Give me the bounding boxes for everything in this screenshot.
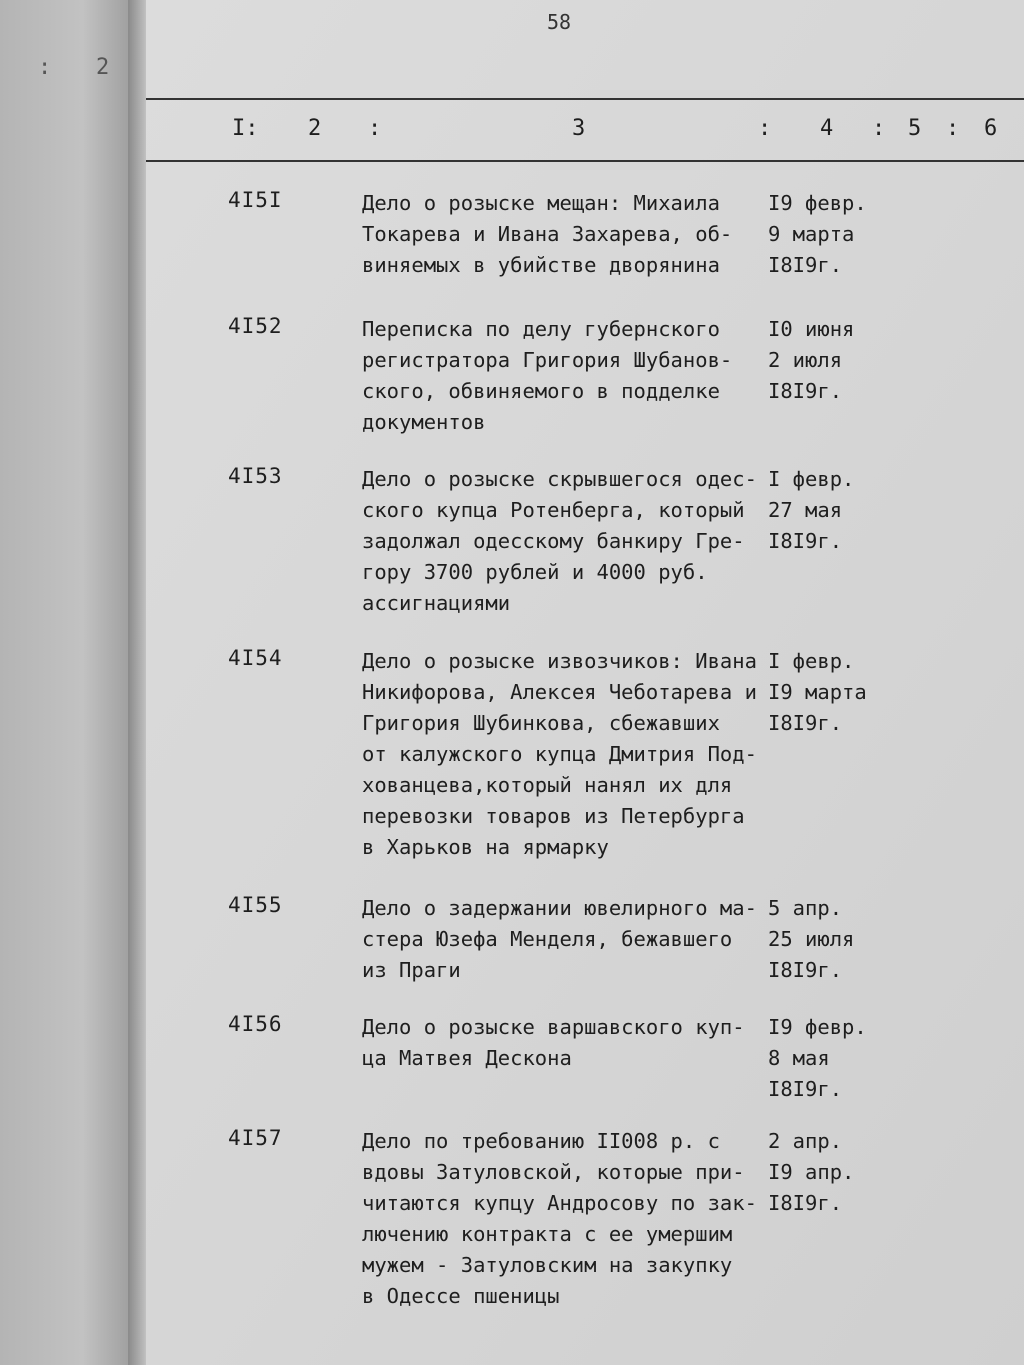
entry-number: 4I56 — [228, 1012, 283, 1036]
main-page — [146, 0, 1024, 1365]
column-header-separator: : — [758, 116, 772, 141]
column-header-2: 2 — [308, 116, 322, 141]
column-header-separator: : — [946, 116, 960, 141]
entry-number: 4I57 — [228, 1126, 283, 1150]
entry-dates: I9 февр. 9 марта I8I9г. — [768, 191, 867, 277]
column-header-separator: : — [368, 116, 382, 141]
column-header-separator: : — [872, 116, 886, 141]
page-number: 58 — [546, 10, 572, 34]
entry-number: 4I54 — [228, 646, 283, 670]
entry-number: 4I55 — [228, 893, 283, 917]
entry-dates: I февр. 27 мая I8I9г. — [768, 467, 855, 553]
entry-description: Дело о розыске варшавского куп- ца Матвея Дескона — [362, 1015, 745, 1070]
entry-description: Дело по требованию II008 р. с вдовы Затуловской, которые при- читаются купцу Андросову по зак- лючению контракта с ее умершим мужем - Затуловским на закупку в Одессе пшеницы — [362, 1129, 757, 1308]
entry-dates: 2 апр. I9 апр. I8I9г. — [768, 1129, 855, 1215]
left-page-header-left: : — [38, 55, 52, 80]
entry-number: 4I52 — [228, 314, 283, 338]
entry-number: 4I53 — [228, 464, 283, 488]
entry-description: Дело о розыске скрывшегося одес- ского купца Ротенберга, который задолжал одесскому банкиру Гре- гору 3700 рублей и 4000 руб. ассигнациями — [362, 467, 757, 615]
header-top-rule — [146, 98, 1024, 100]
header-bottom-rule — [146, 160, 1024, 162]
entry-number: 4I5I — [228, 188, 283, 212]
entry-dates: 5 апр. 25 июля I8I9г. — [768, 896, 855, 982]
entry-description: Дело о розыске мещан: Михаила Токарева и Ивана Захарева, об- виняемых в убийстве дворянина — [362, 191, 733, 277]
left-page — [0, 0, 138, 1365]
entry-dates: I февр. I9 марта I8I9г. — [768, 649, 867, 735]
left-page-header-right: 2 — [96, 55, 110, 80]
column-header-5: 5 — [908, 116, 922, 141]
column-header-1: I: — [232, 116, 259, 141]
entry-dates: I0 июня 2 июля I8I9г. — [768, 317, 855, 403]
column-header-3: 3 — [572, 116, 586, 141]
entry-dates: I9 февр. 8 мая I8I9г. — [768, 1015, 867, 1101]
column-header-row — [146, 116, 1024, 150]
column-header-4: 4 — [820, 116, 834, 141]
column-header-6: 6 — [984, 116, 998, 141]
entry-description: Дело о задержании ювелирного ма- стера Юзефа Менделя, бежавшего из Праги — [362, 896, 757, 982]
entry-description: Дело о розыске извозчиков: Ивана Никифорова, Алексея Чеботарева и Григория Шубинкова, сбежавших от калужского купца Дмитрия Под- хованцева,который нанял их для перевозки товаров из Петербурга в Харьков на ярмарку — [362, 649, 757, 859]
entry-description: Переписка по делу губернского регистратора Григория Шубанов- ского, обвиняемого в подделке документов — [362, 317, 733, 434]
